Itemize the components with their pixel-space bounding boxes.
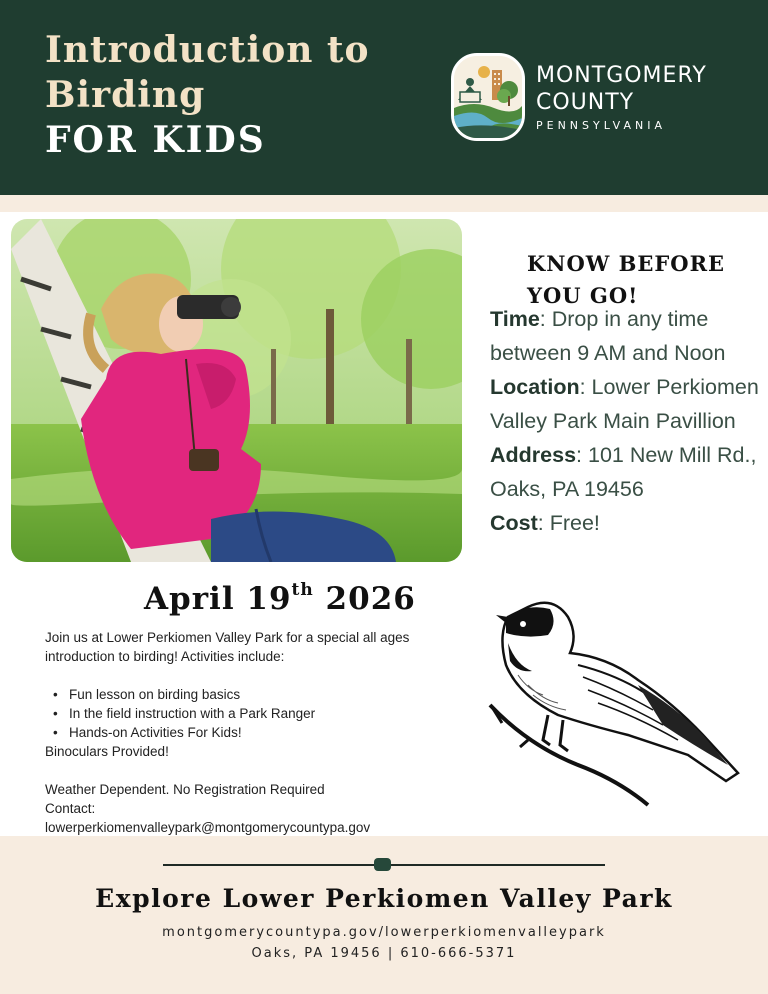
date-year: 2026 [313,581,416,617]
divider-ornament-icon [374,858,391,871]
logo-line-2: COUNTY [536,90,635,115]
location-value: : Lower Perkiomen Valley Park Main Pavillion [490,375,759,433]
contact-label: Contact: [45,801,96,816]
girl-with-binoculars-photo [11,219,462,562]
date-suffix: th [291,580,314,600]
activity-list [53,685,465,742]
event-info-list [490,302,762,540]
event-date [144,580,416,617]
page-title [45,28,370,163]
activity-item: • Hands-on Activities For Kids! [53,723,465,742]
info-cost [490,506,762,540]
activity-item: • In the field instruction with a Park Ranger [53,704,465,723]
logo-line-1: MONTGOMERY [536,63,707,88]
time-value: : Drop in any time between 9 AM and Noon [490,307,726,365]
time-label: Time [490,307,540,331]
contact-email: lowerperkiomenvalleypark@montgomerycountypa.gov [45,820,371,835]
location-label: Location [490,375,580,399]
title-line-1: Introduction to [45,29,370,71]
chickadee-illustration-icon [488,595,743,815]
info-address [490,438,762,506]
explore-heading: Explore Lower Perkiomen Valley Park [95,884,673,913]
county-logo-icon [451,53,525,141]
cost-label: Cost [490,511,538,535]
park-address-phone: Oaks, PA 19456 | 610-666-5371 [251,946,517,961]
event-description [45,628,465,837]
intro-text: Join us at Lower Perkiomen Valley Park for a special all ages introduction to birding! Activities include: [45,630,410,664]
cost-value: : Free! [537,511,600,535]
binoculars-note: Binoculars Provided! [45,744,169,759]
date-month-day: April 19 [144,581,292,617]
know-before-line-2: YOU GO! [527,283,639,308]
info-time [490,302,762,370]
title-line-2: Birding [45,74,206,116]
title-line-3: FOR KIDS [45,119,266,161]
activity-item: • Fun lesson on birding basics [53,685,465,704]
county-logo-text [536,62,707,132]
cream-divider-band [0,195,768,212]
logo-line-3: PENNSYLVANIA [536,119,667,132]
know-before-line-1: KNOW BEFORE [527,251,726,276]
header-banner [0,0,768,195]
park-website: montgomerycountypa.gov/lowerperkiomenvalleypark [162,925,606,940]
address-label: Address [490,443,577,467]
weather-note: Weather Dependent. No Registration Required [45,782,325,797]
info-location [490,370,762,438]
address-value: : 101 New Mill Rd., Oaks, PA 19456 [490,443,757,501]
